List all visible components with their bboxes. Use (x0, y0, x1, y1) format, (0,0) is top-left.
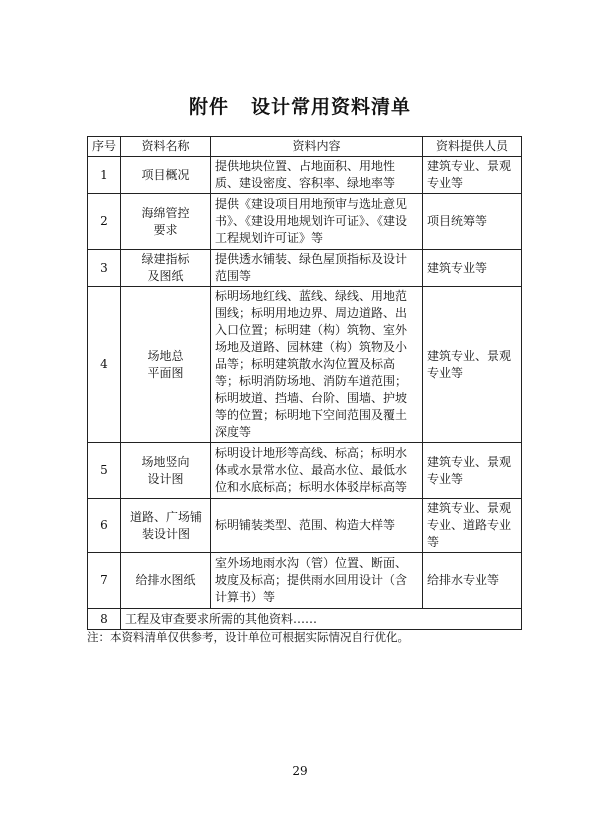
row-provider: 建筑专业、景观专业等 (423, 157, 522, 194)
row-name (121, 194, 211, 250)
row-content: 提供《建设项目用地预审与选址意见书》、《建设用地规划许可证》、《建设工程规划许可证》等 (211, 194, 423, 250)
row-content: 室外场地雨水沟（管）位置、断面、坡度及标高；提供雨水回用设计（含计算书）等 (211, 553, 423, 609)
row-provider: 建筑专业、景观专业、道路专业等 (423, 499, 522, 553)
table-row (88, 157, 522, 194)
title-main: 设计常用资料清单 (251, 96, 412, 118)
row-name-text: 场地竖向设计图 (141, 454, 190, 486)
row-name (121, 443, 211, 499)
row-name (121, 499, 211, 553)
row-no: 5 (88, 443, 121, 499)
row-content: 标明场地红线、蓝线、绿线、用地范围线；标明用地边界、周边道路、出入口位置；标明建（构）筑物、室外场地及道路、园林建（构）筑物及小品等；标明建筑散水沟位置及标高等；标明消防场地、消防车道范围；标明坡道、挡墙、台阶、围墙、护坡等的位置；标明地下空间范围及覆土深度等 (211, 287, 423, 443)
row-provider: 给排水专业等 (423, 553, 522, 609)
row-content: 标明铺装类型、范围、构造大样等 (211, 499, 423, 553)
table-row (88, 287, 522, 443)
row-name: 项目概况 (121, 157, 211, 194)
row-span-text: 工程及审查要求所需的其他资料…… (121, 609, 522, 630)
table-row (88, 553, 522, 609)
row-no: 2 (88, 194, 121, 250)
table-row (88, 499, 522, 553)
page-title (0, 92, 600, 119)
table-row (88, 194, 522, 250)
header-provider: 资料提供人员 (423, 137, 522, 157)
row-name-text: 海绵管控要求 (141, 205, 190, 237)
row-no: 7 (88, 553, 121, 609)
page-number: 29 (292, 764, 308, 778)
table-row (88, 443, 522, 499)
row-content: 提供地块位置、占地面积、用地性质、建设密度、容积率、绿地率等 (211, 157, 423, 194)
table-row (88, 609, 522, 630)
header-name: 资料名称 (121, 137, 211, 157)
row-no: 1 (88, 157, 121, 194)
header-no: 序号 (88, 137, 121, 157)
row-provider: 建筑专业、景观专业等 (423, 287, 522, 443)
title-prefix: 附件 (188, 96, 229, 118)
row-name (121, 250, 211, 287)
row-provider: 建筑专业等 (423, 250, 522, 287)
row-name-text: 道路、广场铺装设计图 (129, 509, 202, 541)
row-no: 8 (88, 609, 121, 630)
row-no: 3 (88, 250, 121, 287)
header-content: 资料内容 (211, 137, 423, 157)
row-content: 标明设计地形等高线、标高；标明水体或水景常水位、最高水位、最低水位和水底标高；标明水体驳岸标高等 (211, 443, 423, 499)
row-content: 提供透水铺装、绿色屋顶指标及设计范围等 (211, 250, 423, 287)
row-name-text: 场地总平面图 (147, 348, 184, 380)
table-note: 注：本资料清单仅供参考，设计单位可根据实际情况自行优化。 (87, 630, 409, 644)
row-name: 给排水图纸 (121, 553, 211, 609)
row-name (121, 287, 211, 443)
table-header-row (88, 137, 522, 157)
row-no: 6 (88, 499, 121, 553)
row-name-text: 绿建指标及图纸 (141, 252, 190, 283)
materials-table (87, 136, 522, 630)
row-no: 4 (88, 287, 121, 443)
table-row (88, 250, 522, 287)
row-provider: 项目统筹等 (423, 194, 522, 250)
row-provider: 建筑专业、景观专业等 (423, 443, 522, 499)
